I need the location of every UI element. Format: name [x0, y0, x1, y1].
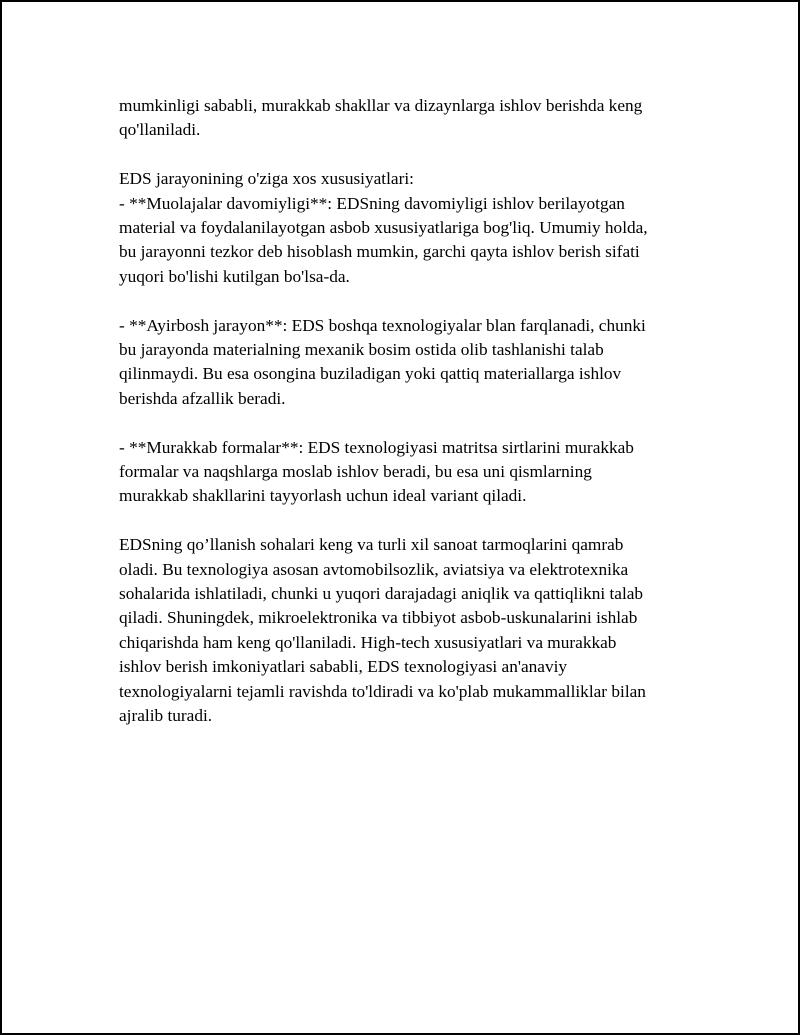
text-line: mumkinligi sababli, murakkab shakllar va dizaynlarga ishlov berishda keng: [119, 96, 643, 115]
text-line: qo'llaniladi.: [119, 120, 201, 140]
text-line: bu jarayonda materialning mexanik bosim ostida olib tashlanishi talab: [119, 340, 604, 360]
feature-item-forms: [119, 436, 699, 509]
text-line: yuqori bo'lishi kutilgan bo'lsa-da.: [119, 266, 350, 286]
features-heading: EDS jarayonining o'ziga xos xususiyatlari:: [119, 169, 414, 189]
text-line: sohalarida ishlatiladi, chunki u yuqori darajadagi aniqlik va qattiqlikni talab: [119, 584, 644, 604]
text-line: qilinmaydi. Bu esa osongina buziladigan yoki qattiq materiallarga ishlov: [119, 364, 622, 384]
text-line: oladi. Bu texnologiya asosan avtomobilsozlik, aviatsiya va elektrotexnika: [119, 559, 629, 579]
text-line: ishlov berish imkoniyatlari sababli, EDS texnologiyasi an'anaviy: [119, 657, 568, 677]
text-line: murakkab shakllarini tayyorlash uchun ideal variant qiladi.: [119, 486, 527, 506]
text-line: formalar va naqshlarga moslab ishlov beradi, bu esa uni qismlarning: [119, 462, 592, 482]
text-line: - **Ayirbosh jarayon**: EDS boshqa texnologiyalar blan farqlanadi, chunki: [119, 315, 646, 335]
document-body: [119, 94, 699, 729]
text-line: - **Muolajalar davomiyligi**: EDSning davomiyligi ishlov berilayotgan: [119, 193, 625, 213]
text-line: material va foydalanilayotgan asbob xususiyatlariga bog'liq. Umumiy holda,: [119, 218, 648, 238]
text-line: EDSning qo’llanish sohalari keng va turli xil sanoat tarmoqlarini qamrab: [119, 535, 624, 555]
feature-item-duration: [119, 192, 699, 290]
text-line: texnologiyalarni tejamli ravishda to'ldiradi va ko'plab mukammalliklar bilan: [119, 681, 646, 701]
text-line: - **Murakkab formalar**: EDS texnologiyasi matritsa sirtlarini murakkab: [119, 437, 634, 457]
features-section: [119, 167, 699, 509]
applications-paragraph: [119, 533, 699, 728]
text-line: bu jarayonni tezkor deb hisoblash mumkin, garchi qayta ishlov berish sifati: [119, 242, 640, 262]
text-line: berishda afzallik beradi.: [119, 388, 286, 408]
intro-paragraph: [119, 94, 699, 143]
text-line: qiladi. Shuningdek, mikroelektronika va tibbiyot asbob-uskunalarini ishlab: [119, 608, 638, 628]
feature-item-process: [119, 314, 699, 412]
text-line: ajralib turadi.: [119, 706, 213, 726]
text-line: chiqarishda ham keng qo'llaniladi. High-tech xususiyatlari va murakkab: [119, 632, 617, 652]
